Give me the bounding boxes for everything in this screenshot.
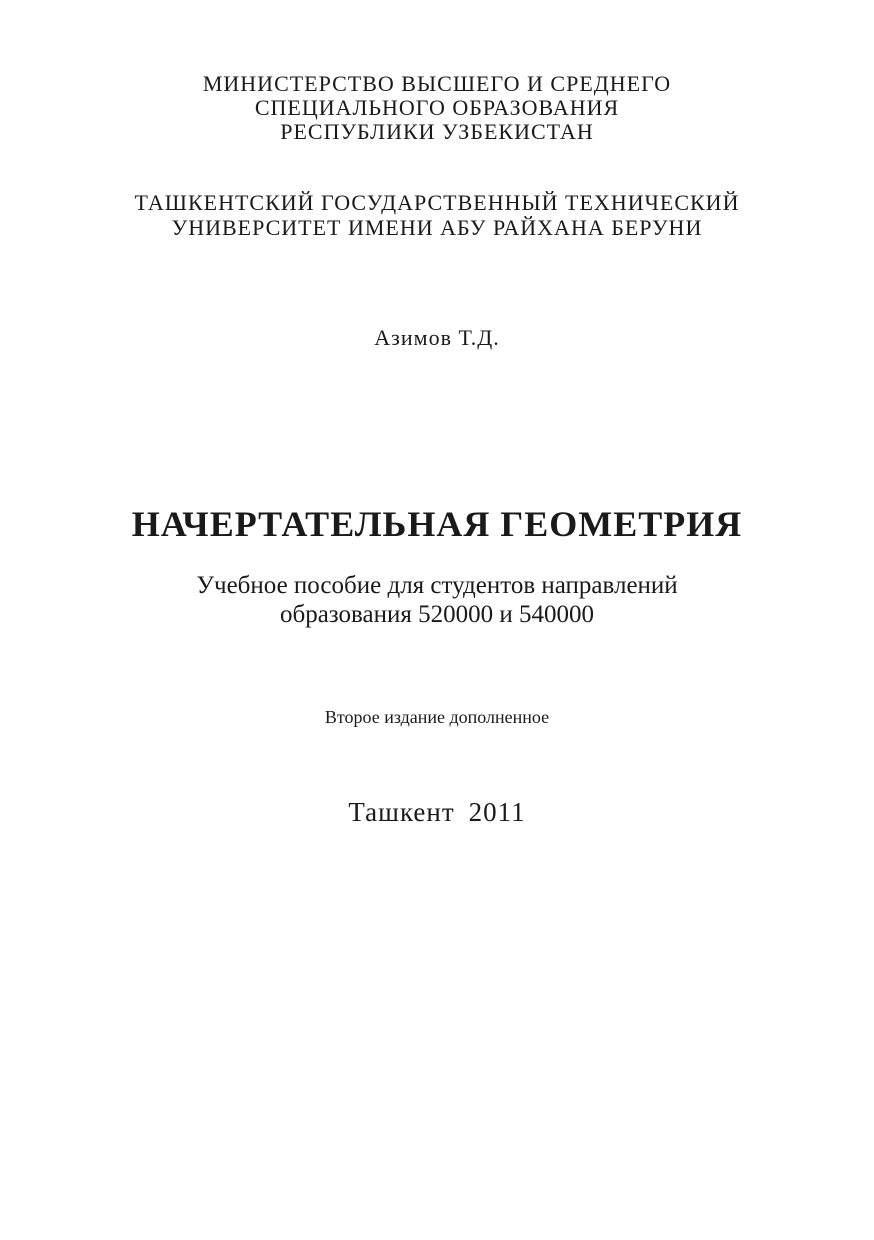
subtitle-line-2: образования 520000 и 540000 xyxy=(279,601,594,628)
ministry-header xyxy=(0,72,874,144)
ministry-line-2: СПЕЦИАЛЬНОГО ОБРАЗОВАНИЯ xyxy=(254,95,620,120)
imprint-city: Ташкент xyxy=(348,797,455,827)
edition-note: Второе издание дополненное xyxy=(324,707,550,727)
imprint xyxy=(0,796,874,828)
ministry-line-3: РЕСПУБЛИКИ УЗБЕКИСТАН xyxy=(280,119,594,144)
university-line-1: ТАШКЕНТСКИЙ ГОСУДАРСТВЕННЫЙ ТЕХНИЧЕСКИЙ xyxy=(134,190,740,215)
book-title: НАЧЕРТАТЕЛЬНАЯ ГЕОМЕТРИЯ xyxy=(131,504,743,544)
university-line-2: УНИВЕРСИТЕТ ИМЕНИ АБУ РАЙХАНА БЕРУНИ xyxy=(171,215,703,240)
imprint-year: 2011 xyxy=(468,797,526,827)
author-name: Азимов Т.Д. xyxy=(374,325,500,350)
ministry-line-1: МИНИСТЕРСТВО ВЫСШЕГО И СРЕДНЕГО xyxy=(202,71,672,96)
book-subtitle xyxy=(0,571,874,629)
university-header xyxy=(0,190,874,240)
subtitle-line-1: Учебное пособие для студентов направлений xyxy=(196,572,678,599)
